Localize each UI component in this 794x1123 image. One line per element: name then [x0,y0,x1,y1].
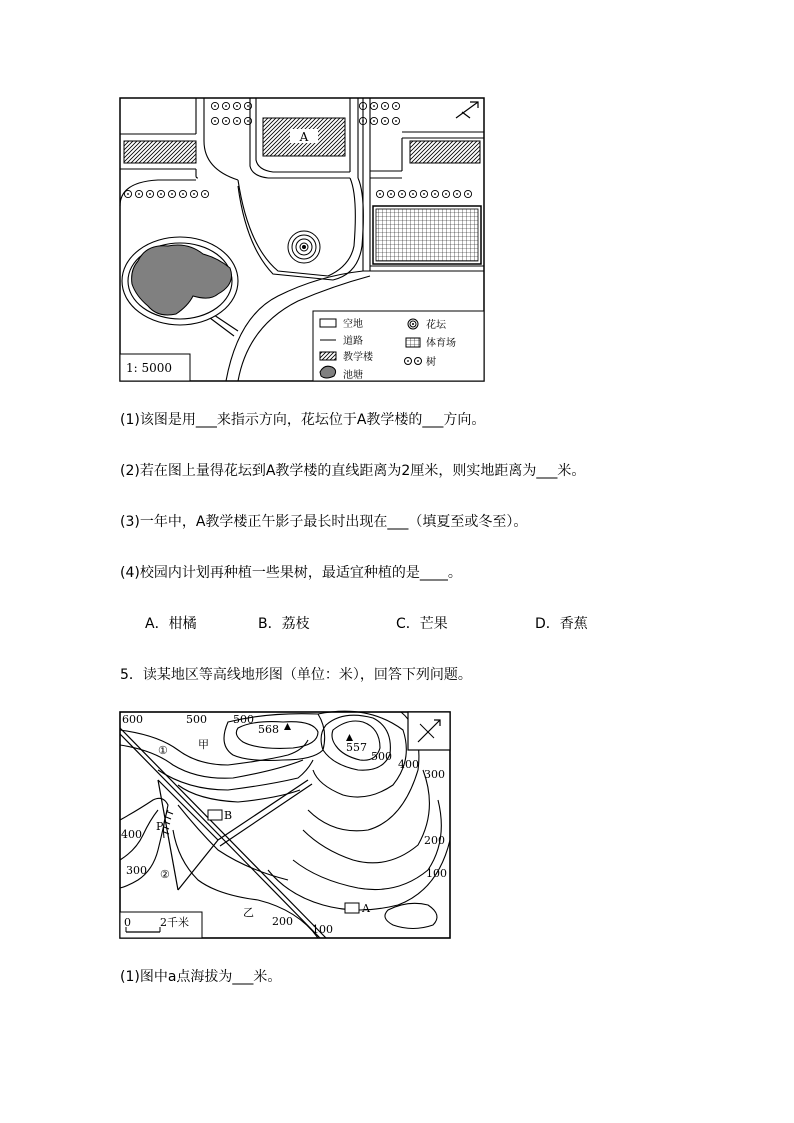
option-d: D．香蕉 [535,616,588,632]
teaching-building [124,141,196,163]
point-2-label: ② [160,868,170,881]
scale-text: 2千米 [160,916,189,929]
b-label: B [224,809,233,822]
option-a: A．柑橘 [145,616,197,632]
teaching-building [410,141,480,163]
scale-label: 1: 5000 [126,361,173,375]
option-c: C．芒果 [396,616,448,632]
contour-label: 500 [233,713,254,726]
contour-label: 500 [371,750,392,763]
contour-label: 300 [126,864,147,877]
building-a-label: A [299,130,309,144]
yi-label: 乙 [243,906,254,919]
peak-elevation: 557 [346,741,367,754]
option-b: B．荔枝 [258,616,310,632]
question-5-1: (1)图中a点海拔为___米。 [120,969,282,985]
village-b [208,810,222,820]
contour-label: 100 [426,867,447,880]
question-4: (4)校园内计划再种植一些果树，最适宜种植的是____。 [120,565,462,581]
legend [313,311,484,381]
contour-label: 500 [186,713,207,726]
north-arrow-icon [408,712,450,750]
campus-map [118,96,488,384]
question-1: (1)该图是用___来指示方向，花坛位于A教学楼的___方向。 [120,412,486,428]
svg-text:教学楼: 教学楼 [343,352,373,363]
svg-text:体育场: 体育场 [426,338,456,349]
contour-label: 100 [312,923,333,936]
p-label: P [156,820,164,833]
contour-label: 200 [424,834,445,847]
contour-map [118,710,454,942]
contour-label: 400 [121,828,142,841]
question-5-title: 5．读某地区等高线地形图（单位：米），回答下列问题。 [120,667,472,683]
scale-zero: 0 [124,916,131,929]
village-a [345,903,359,913]
svg-text:花坛: 花坛 [426,320,446,331]
jia-label: 甲 [198,738,209,751]
svg-text:空地: 空地 [343,319,363,330]
question-3: (3)一年中，A教学楼正午影子最长时出现在___（填夏至或冬至）。 [120,514,528,530]
contour-label: 300 [424,768,445,781]
contour-label: 600 [122,713,143,726]
peak-elevation: 568 [258,723,279,736]
a-label: A [362,902,370,915]
point-1-label: ① [158,744,168,757]
svg-text:池塘: 池塘 [343,370,363,381]
contour-label: 400 [398,758,419,771]
question-2: (2)若在图上量得花坛到A教学楼的直线距离为2厘米，则实地距离为___米。 [120,463,586,479]
contour-label: 200 [272,915,293,928]
svg-text:道路: 道路 [343,336,363,347]
svg-text:树: 树 [426,357,436,368]
